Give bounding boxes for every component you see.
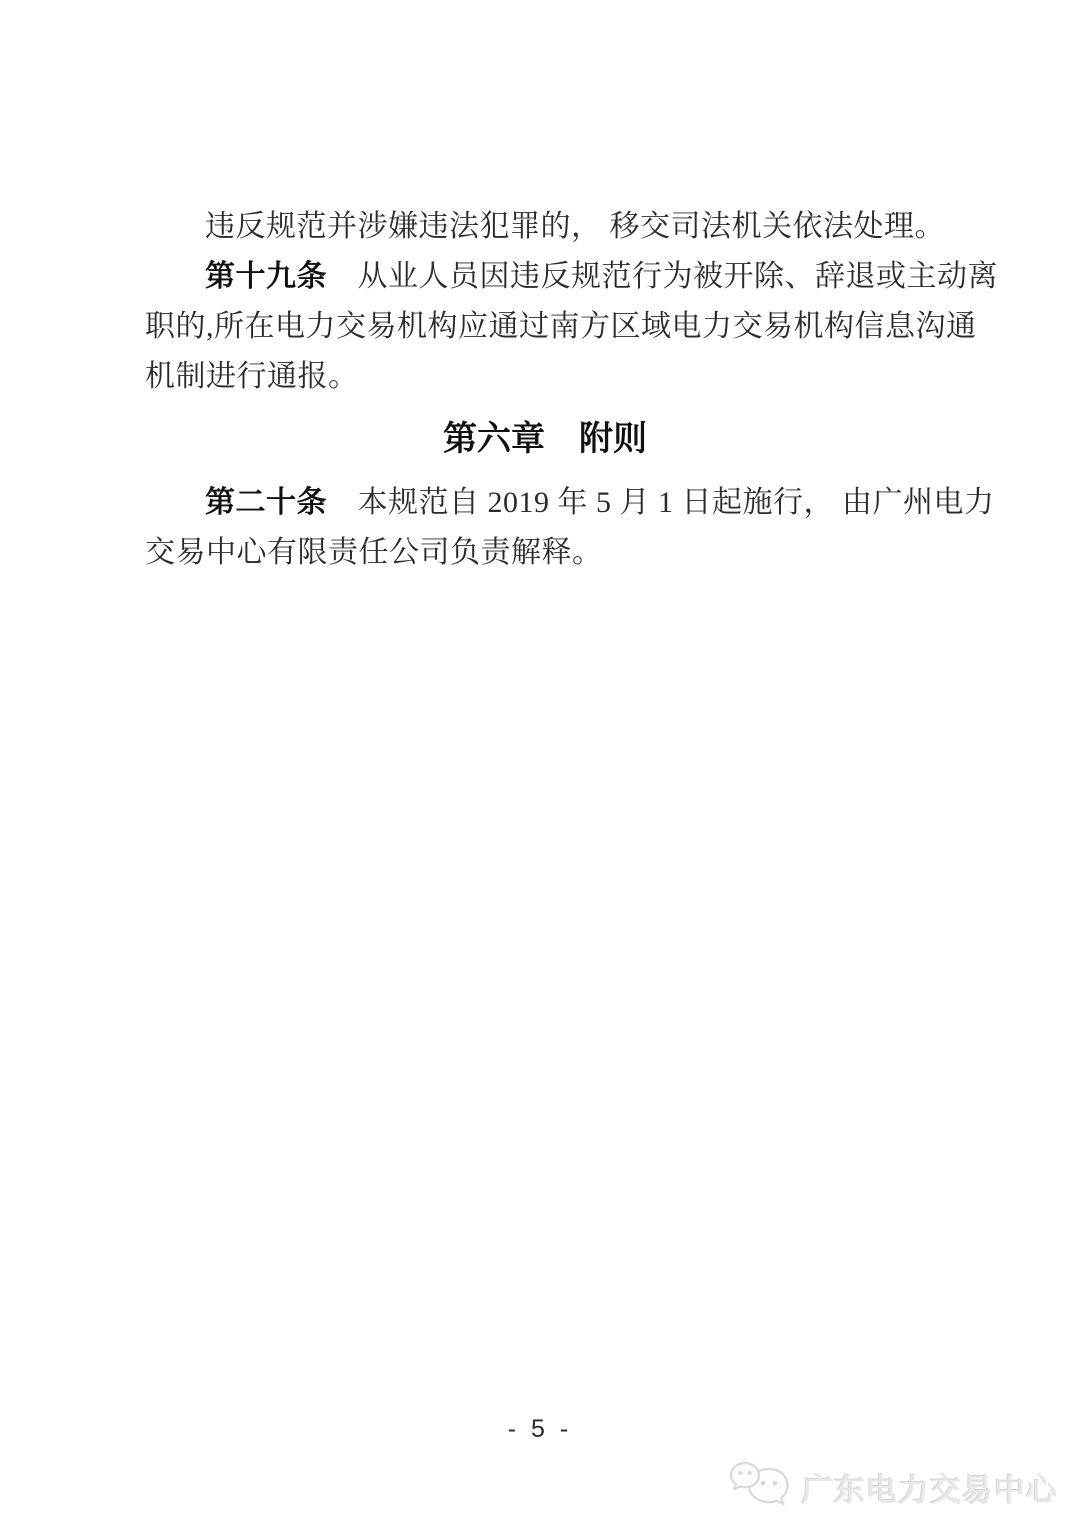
paragraph-text: 违反规范并涉嫌违法犯罪的， 移交司法机关依法处理。 — [205, 210, 945, 243]
paragraph-text: 本规范自 2019 年 5 月 1 日起施行， 由广州电力 — [327, 486, 995, 519]
paragraph-text: 从业人员因违反规范行为被开除、辞退或主动离 — [327, 260, 998, 293]
paragraph-text: 职的,所在电力交易机构应通过南方区域电力交易机构信息沟通 — [145, 310, 977, 343]
paragraph-text: 机制进行通报。 — [145, 360, 359, 393]
chapter-heading — [145, 414, 945, 464]
article-20-number: 第二十条 — [205, 486, 327, 519]
paragraph-line — [145, 478, 995, 528]
watermark-label: 广东电力交易中心 — [802, 1472, 1058, 1508]
article-19-number: 第十九条 — [205, 260, 327, 293]
paragraph-line — [145, 352, 945, 402]
page-number: - 5 - — [507, 1415, 573, 1443]
paragraph-line — [145, 252, 998, 302]
chapter-number: 第六章 — [443, 420, 545, 458]
wechat-icon — [728, 1461, 792, 1513]
watermark — [728, 1461, 1058, 1513]
paragraph-line — [145, 202, 945, 252]
paragraph-text: 交易中心有限责任公司负责解释。 — [145, 536, 603, 569]
paragraph-line — [145, 528, 945, 578]
chapter-title: 附则 — [579, 420, 647, 458]
document-body — [145, 202, 998, 578]
paragraph-line — [145, 302, 977, 352]
